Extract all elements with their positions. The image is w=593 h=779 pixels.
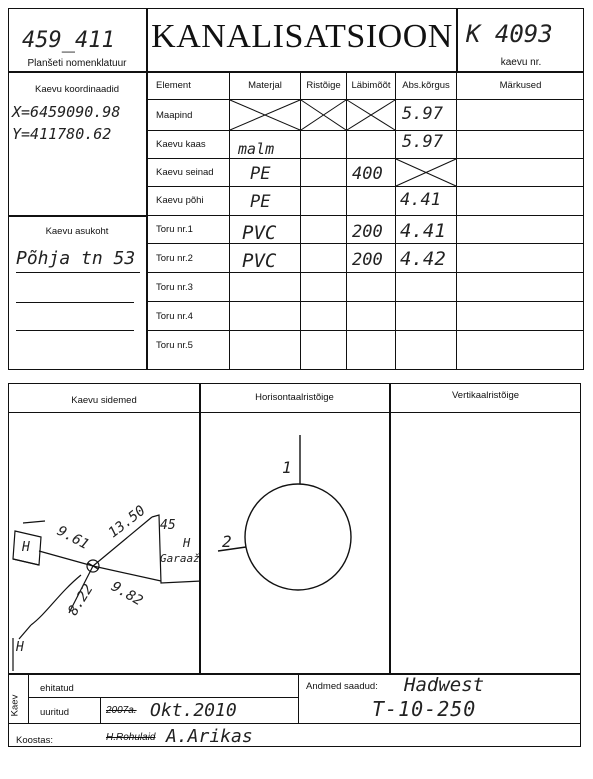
crossed-cells [0, 0, 593, 370]
diameter-value: 400 [352, 164, 383, 184]
material-value: PVC [242, 222, 277, 244]
divider [8, 723, 581, 724]
page-title: KANALISATSIOON [151, 18, 453, 55]
abs-value: 4.41 [400, 190, 441, 210]
nomenclature-value: 459_411 [22, 28, 115, 53]
column-header-markused: Märkused [499, 80, 542, 91]
data-source-value-2: T-10-250 [372, 697, 477, 721]
material-value: PE [250, 192, 271, 212]
column-header-ristloige: Ristõige [306, 80, 341, 91]
measured-value: Okt.2010 [150, 700, 237, 721]
measured-label: uuritud [40, 707, 70, 718]
divider [100, 697, 101, 723]
garage-label: Garaaž [160, 552, 200, 565]
distance-label: 9.61 [54, 523, 92, 553]
panel-title-vertical: Vertikaalristõige [451, 390, 520, 401]
column-header-labimoot: Läbimõõt [351, 80, 391, 91]
coordinates-y: Y=411780.62 [12, 125, 112, 143]
abs-value: 5.97 [402, 104, 443, 124]
abs-value: 4.41 [400, 220, 446, 242]
material-value: PE [250, 164, 271, 184]
house-number: 45 [160, 518, 176, 533]
column-header-materjal: Materjal [248, 80, 282, 91]
row-label: Toru nr.3 [156, 282, 193, 293]
row-label: Maapind [156, 110, 193, 121]
material-value: malm [238, 140, 275, 158]
panel-title-horizontal: Horisontaalristõige [255, 392, 334, 403]
row-label: Toru nr.2 [156, 253, 193, 264]
row-label: Toru nr.1 [156, 224, 193, 235]
well-side-label: Kaev [9, 694, 21, 717]
panel-title-links: Kaevu sidemed [71, 395, 137, 406]
divider [298, 673, 299, 723]
column-header-abs: Abs.kõrgus [402, 80, 450, 91]
well-number-label: kaevu nr. [500, 57, 542, 68]
pipe-label: 2 [222, 532, 232, 551]
diameter-value: 200 [352, 222, 383, 242]
built-label: ehitatud [40, 683, 74, 694]
compiled-value: A.Arikas [166, 726, 253, 747]
house-mark: H [183, 536, 191, 550]
divider [28, 673, 29, 723]
compiled-struck: H.Rohulaid [106, 732, 156, 743]
coordinates-x: X=6459090.98 [12, 103, 121, 121]
divider [28, 697, 298, 698]
abs-value: 4.42 [400, 248, 446, 270]
divider [8, 673, 581, 675]
row-label: Toru nr.5 [156, 340, 193, 351]
measured-struck: 2007a. [106, 705, 137, 716]
distance-label: 9.82 [108, 578, 146, 610]
row-label: Kaevu kaas [156, 139, 206, 150]
row-label: Kaevu põhi [156, 195, 204, 206]
coordinates-label: Kaevu koordinaadid [35, 84, 119, 95]
row-label: Kaevu seinad [156, 167, 214, 178]
abs-value: 5.97 [402, 132, 443, 152]
divider [389, 383, 391, 673]
diameter-value: 200 [352, 250, 383, 270]
row-label: Toru nr.4 [156, 311, 193, 322]
pipe-label: 1 [282, 458, 292, 477]
well-number-value: K 4093 [466, 20, 553, 48]
column-header-element: Element [156, 80, 191, 91]
compiled-label: Koostas: [16, 735, 53, 746]
distance-label: 13.50 [105, 502, 149, 542]
house-mark: H [22, 540, 30, 555]
well-ties-sketch [9, 413, 199, 673]
distance-label: 8.22 [65, 581, 97, 619]
data-source-value: Hadwest [404, 674, 485, 696]
location-label: Kaevu asukoht [45, 226, 109, 237]
location-value: Põhja tn 53 [16, 248, 136, 269]
nomenclature-label: Planšeti nomenklatuur [27, 58, 127, 69]
house-mark: H [16, 640, 24, 655]
material-value: PVC [242, 250, 277, 272]
data-source-label: Andmed saadud: [306, 681, 378, 692]
